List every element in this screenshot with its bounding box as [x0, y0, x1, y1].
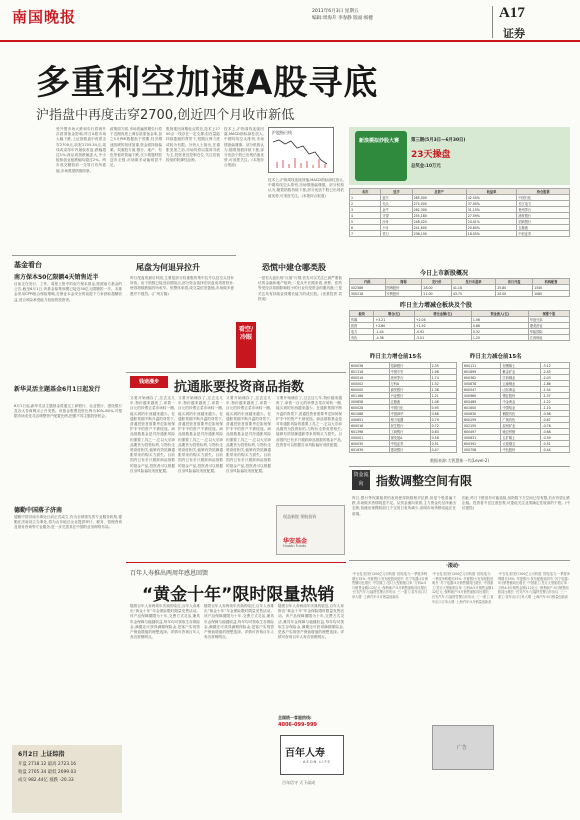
banner-period: 第三期(5月3日—6月30日) — [411, 138, 466, 143]
table-cell: 中国铝业 — [501, 405, 541, 411]
table-cell: 老刀 — [381, 231, 412, 237]
news-brief-col1: ·中石化:拟发行200亿元可转债 ·国电电力:一季度净利增长35% ·华夏银行:发布配股说明书 ·苏宁电器:5月销售额同比增长 ·中国重工:签订大型船舶订单 ·万科A:5月销售金额112亿元 ·保利地产:5月销售面积同比增长 ·长安汽车:与福特签署合作协议 ·三一重工:泵车出口订单大增 ·上海汽车:5月销量创新高 — [352, 572, 428, 599]
table-cell: 驰宏锌锗 — [501, 429, 541, 435]
section-name: 证券 — [503, 27, 525, 40]
capital-flow-title: 昨日主力增减仓板块及个股 — [400, 302, 473, 309]
table-cell: -1.44 — [374, 329, 414, 335]
table-cell: 600036 — [350, 363, 390, 369]
table-row — [350, 447, 457, 453]
commodity-text-col2: 又要开始储存了,过去这几年,物价越来越贵了,拿着一百元的钞票去菜市场转一圈,能买到的东西越来越少。在通胀预期不断升温的背景下,普通投资者需要考虑如何保护手中的资产不被侵蚀。商品指数基金是对冲通胀风险的重要工具之一,它以大宗商品期货为投资标的,与物价走势高度相关,能够有效抵御通胀带来的购买力损失。目前国内已有多只跟踪商品指数的基金产品,投资者可以根据自身风险偏好适度配置。 — [178, 396, 223, 473]
table-header: 总资产 — [412, 189, 466, 195]
table-cell: 000001 — [350, 435, 390, 441]
insurance-text-col3: 随着百年人寿两周年庆典的临近,百年人寿推出“黄金十年”年金保险限时限量发售活动。该产品保障期限为十年,交费方式灵活,兼具年金保障与稳健收益,每年均可领取生存保险金,满期还可获得满期保险金,是客户实现资产保值增值的理想选择。详情可咨询百年人寿各营销网点。 — [278, 604, 344, 640]
table-cell: 002155 — [463, 423, 501, 429]
table-cell: 4 — [350, 213, 381, 219]
lead-text-col4: 技术上,沪指周线连续回落,MACD指标绿柱放大,中期均线空头排列,市场情绪偏谨慎。部分机构认为,随着指数持续下挫,部分优质个股已出现估值优势,可适度关注。(本报综合报道) — [224, 127, 264, 168]
ad-brand-en: HuaAn Funds — [283, 544, 307, 548]
banner-title: 23天操盘 — [411, 150, 451, 160]
top15-outflow-title: 昨日主力减仓前15名 — [470, 354, 522, 360]
deloitte-title: 德勤中国落子济南 — [14, 507, 63, 514]
table-cell: 000758 — [463, 447, 501, 453]
table-header: 代码 — [350, 279, 386, 285]
table-cell: 600497 — [463, 429, 501, 435]
table-cell: 600016 — [350, 423, 390, 429]
table-header: 机构配售 — [533, 279, 570, 285]
table-cell: 太原刚玉 — [501, 441, 541, 447]
table-cell: 20.00 — [496, 291, 533, 297]
table-cell: 21.00 — [422, 291, 451, 297]
table-header: 持仓股票 — [517, 189, 570, 195]
column-banner: 钱途漫步 — [130, 376, 168, 388]
table-cell: -0.92 — [414, 329, 471, 335]
table-cell: 中国神华 — [389, 411, 430, 417]
table-cell: -0.44 — [541, 447, 570, 453]
table-cell: 1.21 — [430, 393, 456, 399]
table-cell: 深发展A — [389, 435, 430, 441]
table-cell: 601318 — [350, 369, 390, 375]
contest-banner — [349, 127, 570, 185]
panic-buy-title: 恐慌中建仓哪类股 — [262, 263, 326, 272]
table-cell: 000831 — [463, 435, 501, 441]
table-header: 首日开盘 — [496, 279, 533, 285]
table-cell: 围海股份 — [385, 285, 422, 291]
table-row — [350, 291, 570, 297]
issue-date: 2011年6月3日 星期五 — [312, 9, 359, 14]
table-header: 发行价 — [422, 279, 451, 285]
table-cell: 20.80% — [466, 225, 517, 231]
table-header: 收益率 — [466, 189, 517, 195]
table-cell: 2.35 — [430, 363, 456, 369]
fund-news-title: 南方保本50亿限额4天销售近半 — [14, 274, 99, 281]
table-cell: 小月 — [381, 225, 412, 231]
insurance-text-col2: 随着百年人寿两周年庆典的临近,百年人寿推出“黄金十年”年金保险限时限量发售活动。该产品保障期限为十年,交费方式灵活,兼具年金保障与稳健收益,每年均可领取生存保险金,满期还可获得满期保险金,是客户实现资产保值增值的理想选择。详情可咨询百年人寿各营销网点。 — [204, 604, 274, 640]
ad-text: 广告 — [457, 745, 468, 751]
table-cell: 浦发银行 — [517, 213, 570, 219]
commodity-fund-headline: 抗通胀要投资商品指数 — [174, 380, 305, 395]
table-cell: 601166 — [350, 393, 390, 399]
table-cell: 1.06 — [430, 399, 456, 405]
table-cell: -1.22 — [541, 399, 570, 405]
fund-corner-title: 基金看台 — [14, 261, 42, 269]
table-cell: 262,300 — [412, 207, 466, 213]
aeon-life-brand: 百年人寿 — [285, 748, 325, 759]
table-cell: 601088 — [350, 411, 390, 417]
table-cell: 601398 — [350, 429, 390, 435]
table-header: 领涨个股 — [528, 311, 569, 317]
table-cell: 0.88 — [471, 323, 528, 329]
rule — [12, 255, 236, 256]
table-cell: 1.06 — [471, 317, 528, 323]
table-cell: -2.45 — [541, 369, 570, 375]
table-cell: 000960 — [463, 393, 501, 399]
table-cell: 41.18 — [451, 285, 495, 291]
table-cell: 25.80 — [496, 285, 533, 291]
capital-flow-table — [349, 310, 570, 341]
table-cell: 248,020 — [412, 219, 466, 225]
table-cell: 辰州矿业 — [501, 423, 541, 429]
table-cell: 42.50% — [466, 195, 517, 201]
table-cell: 五粮液 — [517, 225, 570, 231]
market-ticker-box — [12, 745, 122, 813]
table-cell: 600547 — [463, 387, 501, 393]
table-cell: 0.79 — [430, 417, 456, 423]
table-cell: +2.05 — [414, 317, 471, 323]
table-cell: +1.92 — [414, 323, 471, 329]
table-cell: 0.58 — [430, 435, 456, 441]
table-cell: 金牛 — [381, 207, 412, 213]
table-cell: -3.12 — [541, 363, 570, 369]
newspaper-logo: 南国晚报 — [12, 8, 77, 26]
table-cell: 传媒 — [350, 317, 374, 323]
header-divider — [492, 6, 493, 38]
table-cell: 31.15% — [466, 207, 517, 213]
table-header: 板块 — [350, 311, 374, 317]
table-cell: 广晟有色 — [501, 417, 541, 423]
table-cell: 0.51 — [430, 441, 456, 447]
table-cell: -1.37 — [541, 393, 570, 399]
table-cell: 601899 — [463, 369, 501, 375]
table-cell: 600028 — [350, 405, 390, 411]
page-number: A17 — [499, 5, 525, 21]
table-cell: 274,000 — [412, 201, 466, 207]
table-cell: 中色股份 — [501, 447, 541, 453]
rule — [126, 562, 346, 563]
table-cell: 铜陵有色 — [501, 411, 541, 417]
table-cell: 1.52 — [430, 381, 456, 387]
table-cell: 中金黄金 — [501, 399, 541, 405]
table-cell: -1.10 — [541, 405, 570, 411]
table-cell: 电力 — [350, 329, 374, 335]
table-header: 资金流入(亿) — [471, 311, 528, 317]
ticker-title: 6月2日 上证综指 — [18, 751, 65, 758]
top15-inflow-title: 昨日主力增仓前15名 — [370, 354, 422, 360]
table-cell: 万科A — [389, 381, 430, 387]
table-header: 增仓金额(亿) — [414, 311, 471, 317]
table-cell: 1.74 — [430, 375, 456, 381]
table-cell: -0.87 — [541, 417, 570, 423]
news-brief-title: ·滚动· — [446, 563, 460, 569]
table-cell: 285,000 — [412, 195, 466, 201]
table-cell: 中信证券 — [389, 441, 430, 447]
masthead — [0, 0, 580, 42]
chart-label: 沪股指日线 — [272, 130, 292, 135]
table-header: 发行市盈率 — [451, 279, 495, 285]
new-fund-title: 新华灵活主题基金6月1日起发行 — [14, 386, 101, 393]
table-cell: 600000 — [350, 387, 390, 393]
commodity-text-col4: 又要开始储存了,过去这几年,物价越来越贵了,拿着一百元的钞票去菜市场转一圈,能买到的东西越来越少。在通胀预期不断升温的背景下,普通投资者需要考虑如何保护手中的资产不被侵蚀。商品指数基金是对冲通胀风险的重要工具之一,它以大宗商品期货为投资标的,与物价走势高度相关,能够有效抵御通胀带来的购买力损失。目前国内已有多只跟踪商品指数的基金产品,投资者可以根据自身风险偏好适度配置。 — [276, 396, 342, 447]
table-row — [350, 335, 570, 341]
table-cell: +3.21 — [374, 317, 414, 323]
table-cell: 1.20 — [471, 335, 528, 341]
table-cell: 255,180 — [412, 213, 466, 219]
index-chart — [268, 127, 334, 173]
tail-rally-title: 尾盘为何退异拉升 — [136, 263, 200, 272]
table-cell: 包钢稀土 — [501, 363, 541, 369]
data-source-note: 数据来源:大智慧新一代(Level-2) — [430, 458, 490, 463]
table-cell: 医药 — [350, 323, 374, 329]
table-cell: 3 — [350, 207, 381, 213]
table-cell: 中国石化 — [389, 405, 430, 411]
main-subheadline: 沪指盘中再度击穿2700,创近四个月收市新低 — [36, 108, 295, 123]
table-header: 简称 — [385, 279, 422, 285]
table-header: 名次 — [350, 189, 381, 195]
lead-text-col2: 政策面方面,市场普遍预期央行将于近期再度上调存款准备金率,加之5月PMI数据低于预期,经济增速放缓的担忧加重,资金面持续偏紧。权重股方面,银行、地产、有色等板块普遍下跌,仅少数题材股逆市走强,市场做多动能明显不足。 — [110, 127, 162, 168]
table-cell: 2 — [350, 201, 381, 207]
ad-brand: 华安基金 — [283, 538, 308, 545]
table-cell: 兴业银行 — [389, 393, 430, 399]
table-cell: -0.68 — [541, 429, 570, 435]
table-cell: -0.98 — [541, 411, 570, 417]
deloitte-text: 德勤中国济南办事处日前正式成立,作为全球领先的专业服务机构,德勤在济南设立办事处,将为山东地区企业提供审计、税务、管理咨询及财务咨询等专业服务,进一步完善其在中国的业务网络布局。 — [14, 515, 122, 530]
lead-text-col1: 受外围市场大跌和央行将调升存款准备金影响,昨日A股市场大幅下跌,上证指数盘中再度击穿2700点,收报2705.34点,周线或录得年内最低收盘,跌幅超过1%;深证成指跌幅更大,中小板和创业板跌幅均超过2%。两市成交额较前一交易日有所萎缩,市场观望情绪浓厚。 — [56, 127, 106, 173]
table-cell: 锡业股份 — [501, 393, 541, 399]
table-cell: 有色 — [350, 335, 374, 341]
insurance-headline: “黄金十年”限时限量热销 — [142, 585, 335, 605]
table-cell: 1.98 — [430, 369, 456, 375]
table-cell: -0.51 — [541, 441, 570, 447]
news-brief-col3: ·中石化:拟发行200亿元可转债 ·国电电力:一季度净利增长35% ·华夏银行:发布配股说明书 ·苏宁电器:5月销售额同比增长 ·中国重工:签订大型船舶订单 ·万科A:5月销售金额112亿元 ·保利地产:5月销售面积同比增长 ·长安汽车:与福特签署合作协议 ·三一重工:泵车出口订单大增 ·上海汽车:5月销量创新高 — [498, 572, 570, 599]
ad-tagline: 权益新锐 领航投资 — [283, 514, 317, 519]
table-cell: 浦发银行 — [389, 387, 430, 393]
editor-credits: 编辑:周海升 李春静 版面:杨健 — [312, 16, 374, 21]
index-adjust-text-a: 昨日,银行等权重板块的表现使得指数相对抗跌,但是个股普遍下跌,市场做多热情明显不足。从资金流向来看,主力资金仍呈净流出态势,但流出规模较前几个交易日有所减少,说明市场杀跌动能正在衰竭。 — [352, 496, 456, 516]
table-cell: 600519 — [350, 375, 390, 381]
table-cell: 0.88 — [430, 411, 456, 417]
rule — [349, 466, 570, 467]
table-cell: 18.05% — [466, 231, 517, 237]
table-cell: 000878 — [463, 381, 501, 387]
main-headline: 多重利空加速A股寻底 — [36, 63, 379, 103]
table-header: 选手 — [381, 189, 412, 195]
table-cell: 1.38 — [430, 387, 456, 393]
table-cell: 贵州茅台 — [389, 375, 430, 381]
index-adjust-text-b: 因此,昨日下跌虽有可能延续,但指数下方空间已经有限,后市有望止跌企稳。投资者不宜过度悲观,可逢低关注业绩确定性较高的个股。(中信建投) — [462, 496, 570, 511]
table-cell: 五矿稀土 — [501, 435, 541, 441]
table-cell: 招商银行 — [517, 219, 570, 225]
table-cell: 江西铜业 — [528, 335, 569, 341]
table-cell: 康美药业 — [528, 323, 569, 329]
table-cell: 002586 — [350, 285, 386, 291]
table-cell: 山东黄金 — [501, 387, 541, 393]
lead-text-col3: 股指重回前期低点附近,技术上2700点一线存在一定支撑,但在量能持续萎缩的背景下,短期反弹力度或较为有限。分析人士指出,在通胀见顶之前,市场仍将以震荡寻底为主,投资者宜控制仓位,关注估值较低的防御性品种。 — [166, 127, 220, 163]
panic-buy-text: 一是若大盘出现“反抽”行情,首先可以关注已被严重低估的金融和地产板块;二是从中长期来看,消费、医药等受经济周期影响较小的行业仍是资金的避风港;三是关注具有持续业绩增长能力的成长股。(世基投资 袁铁成) — [258, 276, 342, 301]
news-brief-col2: ·中石化:拟发行200亿元可转债 ·国电电力:一季度净利增长35% ·华夏银行:发布配股说明书 ·苏宁电器:5月销售额同比增长 ·中国重工:签订大型船舶订单 ·万科A:5月销售金额112亿元 ·保利地产:5月销售面积同比增长 ·长安汽车:与福特签署合作协议 ·三一重工:泵车出口订单大增 ·上海汽车:5月销量创新高 — [432, 572, 494, 604]
table-cell: 建设银行 — [389, 447, 430, 453]
table-row — [463, 447, 570, 453]
table-cell: 工商银行 — [389, 429, 430, 435]
table-cell: -3.01 — [414, 335, 471, 341]
aeon-life-logo-box — [280, 735, 344, 775]
table-cell: 1340 — [533, 285, 570, 291]
table-cell: -0.76 — [541, 423, 570, 429]
table-cell: 600392 — [463, 441, 501, 447]
table-cell: 600030 — [350, 441, 390, 447]
table-cell: 中信证券 — [517, 231, 570, 237]
table-cell: 300218 — [350, 291, 386, 297]
table-row — [350, 231, 570, 237]
banner-tag: 新浪模拟炒股大赛 — [359, 138, 400, 144]
table-cell: -1.86 — [541, 381, 570, 387]
table-cell: 华能国际 — [528, 329, 569, 335]
huaan-fund-ad — [276, 505, 345, 555]
contest-table — [349, 188, 570, 237]
table-cell: 1080 — [533, 291, 570, 297]
aeon-slogan: 百年信守 天下高成 — [282, 780, 316, 785]
aeon-life-en: AEON LIFE — [303, 760, 331, 764]
table-cell: 000002 — [350, 381, 390, 387]
table-cell: 0.64 — [430, 429, 456, 435]
new-fund-text: 6月1日起,新华灵活主题基金将通过工商银行、农业银行、建设银行及各大券商网点公开发售。该基金股票投资比例为30%-80%,可根据市场变化灵活调整资产配置比例,把握不同主题投资机会。 — [14, 404, 122, 419]
lead-text-col5: 技术上,沪指周线连续回落,MACD指标绿柱放大,中期均线空头排列,市场情绪偏谨慎。部分机构认为,随着指数持续下挫,部分优质个股已出现估值优势,可适度关注。(本报综合报道) — [268, 178, 344, 198]
hotline-label: 全国统一客服热线: — [278, 715, 312, 720]
rule — [349, 560, 570, 561]
table-cell: 光头 — [381, 201, 412, 207]
table-cell: 600259 — [463, 417, 501, 423]
table-cell: 236,100 — [412, 231, 466, 237]
top15-inflow-table — [349, 362, 457, 453]
small-advertisement — [432, 725, 494, 770]
ticker-line: 成交 982.44亿 涨跌 -20.33 — [18, 778, 74, 783]
chart-graphic — [269, 128, 333, 172]
table-cell: 1 — [350, 195, 381, 201]
table-cell: 6 — [350, 225, 381, 231]
table-header: 增仓(亿) — [374, 311, 414, 317]
table-cell: 601600 — [463, 405, 501, 411]
table-cell: -2.03 — [541, 375, 570, 381]
table-cell: 37.00% — [466, 201, 517, 207]
table-cell: 241,600 — [412, 225, 466, 231]
index-adjust-headline: 指数调整空间有限 — [376, 474, 473, 488]
table-cell: 0.47 — [430, 447, 456, 453]
table-cell: 安利股份 — [385, 291, 422, 297]
table-cell: 24.01% — [466, 219, 517, 225]
table-cell: 0.95 — [430, 405, 456, 411]
table-cell: 中国平安 — [389, 369, 430, 375]
table-cell: 600111 — [463, 363, 501, 369]
table-cell: 43.75 — [451, 291, 495, 297]
table-cell: 28.00 — [422, 285, 451, 291]
ipo-title: 今日上市新股概况 — [420, 270, 469, 277]
table-cell: -1.54 — [541, 387, 570, 393]
rule — [126, 372, 346, 373]
table-cell: 长江电力 — [517, 201, 570, 207]
ticker-line: 开盘 2718.12 最高 2723.16 — [18, 762, 77, 767]
top15-outflow-table — [462, 362, 570, 453]
table-cell: 江西铜业 — [501, 375, 541, 381]
table-cell: 贵州茅台 — [517, 207, 570, 213]
table-cell: 中国石化 — [517, 195, 570, 201]
hotline-number: 4006-099-999 — [278, 722, 317, 728]
table-cell: 000651 — [350, 417, 390, 423]
table-cell: 5 — [350, 219, 381, 225]
table-cell: 600362 — [463, 375, 501, 381]
banner-prize: 总奖金:10万元 — [411, 164, 441, 169]
capital-flow-label: 资金流向 — [352, 470, 370, 490]
table-cell: 600489 — [463, 399, 501, 405]
ticker-line: 收盘 2705.34 最低 2699.03 — [18, 770, 77, 775]
table-cell: 27.59% — [466, 213, 517, 219]
table-cell: 沙舟 — [381, 219, 412, 225]
table-cell: 守望 — [381, 213, 412, 219]
table-cell: +2.80 — [374, 323, 414, 329]
commodity-text-col1: 又要开始储存了,过去这几年,物价越来越贵了,拿着一百元的钞票去菜市场转一圈,能买到的东西越来越少。在通胀预期不断升温的背景下,普通投资者需要考虑如何保护手中的资产不被侵蚀。商品指数基金是对冲通胀风险的重要工具之一,它以大宗商品期货为投资标的,与物价走势高度相关,能够有效抵御通胀带来的购买力损失。目前国内已有多只跟踪商品指数的基金产品,投资者可以根据自身风险偏好适度配置。 — [130, 396, 175, 473]
table-cell: 招商银行 — [389, 363, 430, 369]
tail-rally-text: 昨日尾盘的最后时段,主要是部分权重股的集中拉升以及空头回补所致。由于指数已接近前期低点,部分资金选择在收盘前适度回补,使得指数跌幅有所收窄。但整体来看,成交量依旧萎缩,市场做多意愿并不强烈。(广州万隆) — [130, 276, 234, 296]
table-cell: 华谊兄弟 — [528, 317, 569, 323]
table-cell: 601939 — [350, 447, 390, 453]
fund-news-text: 目前正在发行、工作、周报上报中的南方保本基金,按照南方基金的公告,截至6月1日,该基金募集规模已接近50亿元限额的一半。本基金采用CPPI组合保险策略,在保证本金安全的前提下力争获取超额收益,适合风险承受能力较低的投资者。 — [14, 282, 122, 302]
table-cell: -0.59 — [541, 435, 570, 441]
insurance-kicker: 百年人寿推出两周年感恩回馈 — [130, 570, 209, 577]
table-cell: 云南铜业 — [501, 381, 541, 387]
table-cell: 格力电器 — [389, 417, 430, 423]
table-cell: 蓝天 — [381, 195, 412, 201]
table-cell: 000630 — [463, 411, 501, 417]
commodity-text-col3: 又要开始储存了,过去这几年,物价越来越贵了,拿着一百元的钞票去菜市场转一圈,能买到的东西越来越少。在通胀预期不断升温的背景下,普通投资者需要考虑如何保护手中的资产不被侵蚀。商品指数基金是对冲通胀风险的重要工具之一,它以大宗商品期货为投资标的,与物价走势高度相关,能够有效抵御通胀带来的购买力损失。目前国内已有多只跟踪商品指数的基金产品,投资者可以根据自身风险偏好适度配置。 — [226, 396, 271, 473]
insurance-text-col1: 随着百年人寿两周年庆典的临近,百年人寿推出“黄金十年”年金保险限时限量发售活动。该产品保障期限为十年,交费方式灵活,兼具年金保障与稳健收益,每年均可领取生存保险金,满期还可获得满期保险金,是客户实现资产保值增值的理想选择。详情可咨询百年人寿各营销网点。 — [130, 604, 200, 640]
table-cell: 000858 — [350, 399, 390, 405]
table-cell: 紫金矿业 — [501, 369, 541, 375]
table-cell: 0.32 — [471, 329, 528, 335]
table-cell: 民生银行 — [389, 423, 430, 429]
table-cell: 五粮液 — [389, 399, 430, 405]
ipo-table — [349, 278, 570, 297]
table-cell: 0.72 — [430, 423, 456, 429]
table-cell: -4.36 — [374, 335, 414, 341]
table-cell: 7 — [350, 231, 381, 237]
side-label: 看空/冷眼 — [236, 322, 256, 368]
